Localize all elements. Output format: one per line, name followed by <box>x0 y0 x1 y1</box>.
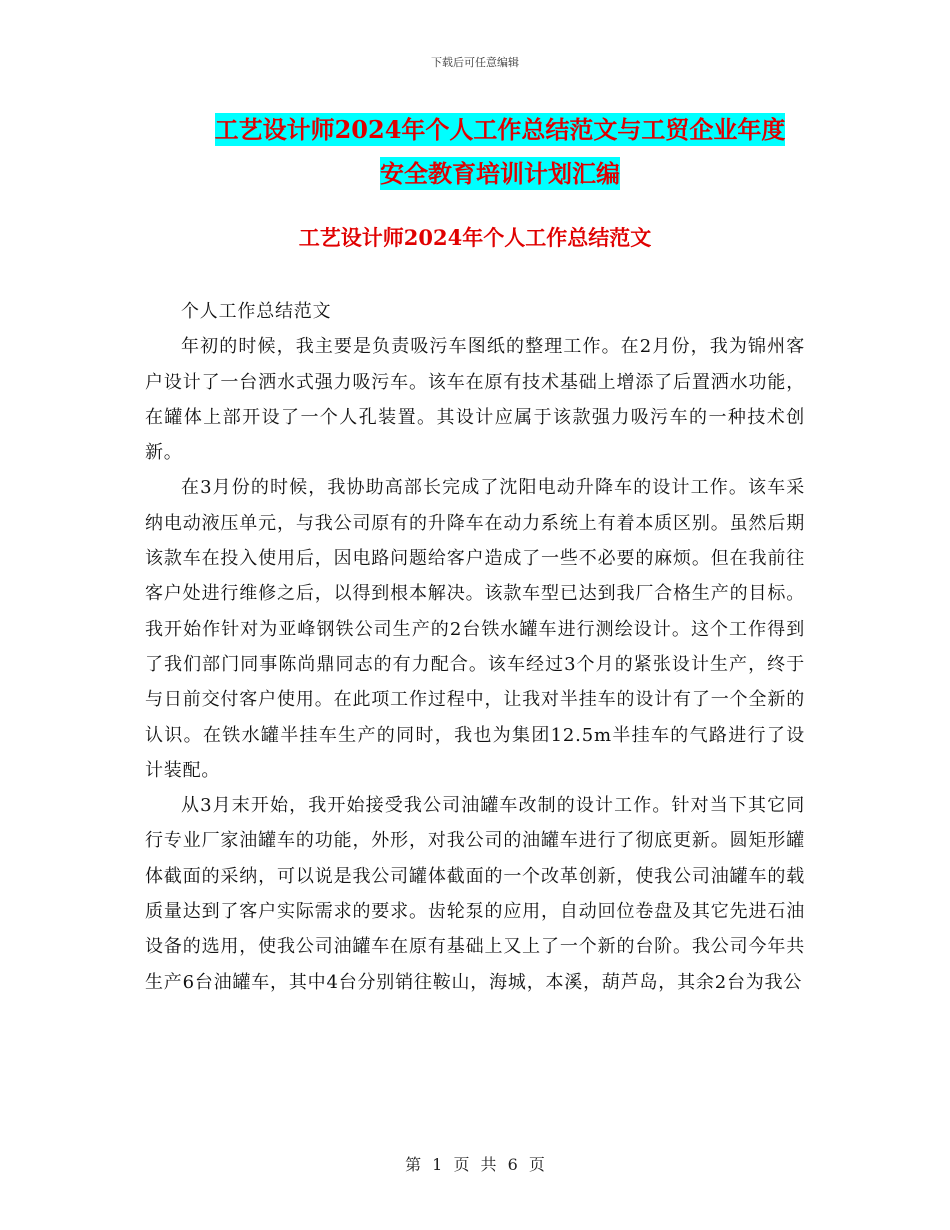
page-footer: 第 1 页 共 6 页 <box>405 1155 545 1174</box>
paragraph: 在3月份的时候，我协助高部长完成了沈阳电动升降车的设计工作。该车采纳电动液压单元，与我公司原有的升降车在动力系统上有着本质区别。虽然后期该款车在投入使用后，因电路问题给客户造成了一些不必要的麻烦。但在我前往客户处进行维修之后，以得到根本解决。该款车型已达到我厂合格生产的目标。我开始作针对为亚峰钢铁公司生产的2台铁水罐车进行测绘设计。这个工作得到了我们部门同事陈尚鼎同志的有力配合。该车经过3个月的紧张设计生产，终于与日前交付客户使用。在此项工作过程中，让我对半挂车的设计有了一个全新的认识。在铁水罐半挂车生产的同时，我也为集团12.5m半挂车的气路进行了设计装配。 <box>145 477 805 781</box>
section-title: 工艺设计师2024年个人工作总结范文 <box>298 225 652 250</box>
document-body <box>145 294 805 1000</box>
paragraph: 从3月末开始，我开始接受我公司油罐车改制的设计工作。针对当下其它同行专业厂家油罐车的功能，外形，对我公司的油罐车进行了彻底更新。圆矩形罐体截面的采纳，可以说是我公司罐体截面的一个改革创新，使我公司油罐车的载质量达到了客户实际需求的要求。齿轮泵的应用，自动回位卷盘及其它先进石油设备的选用，使我公司油罐车在原有基础上又上了一个新的台阶。我公司今年共生产6台油罐车，其中4台分别销往鞍山，海城，本溪，葫芦岛，其余2台为我公 <box>145 795 805 993</box>
document-title-line-1: 工艺设计师2024年个人工作总结范文与工贸企业年度 <box>214 115 786 144</box>
paragraph-subheading: 个人工作总结范文 <box>181 301 332 322</box>
paragraph: 年初的时候，我主要是负责吸污车图纸的整理工作。在2月份，我为锦州客户设计了一台洒水式强力吸污车。该车在原有技术基础上增添了后置洒水功能，在罐体上部开设了一个人孔装置。其设计应属于该款强力吸污车的一种技术创新。 <box>145 336 805 464</box>
header-note: 下载后可任意编辑 <box>431 56 519 69</box>
document-title-line-2: 安全教育培训计划汇编 <box>380 159 620 188</box>
document-title <box>140 108 860 196</box>
